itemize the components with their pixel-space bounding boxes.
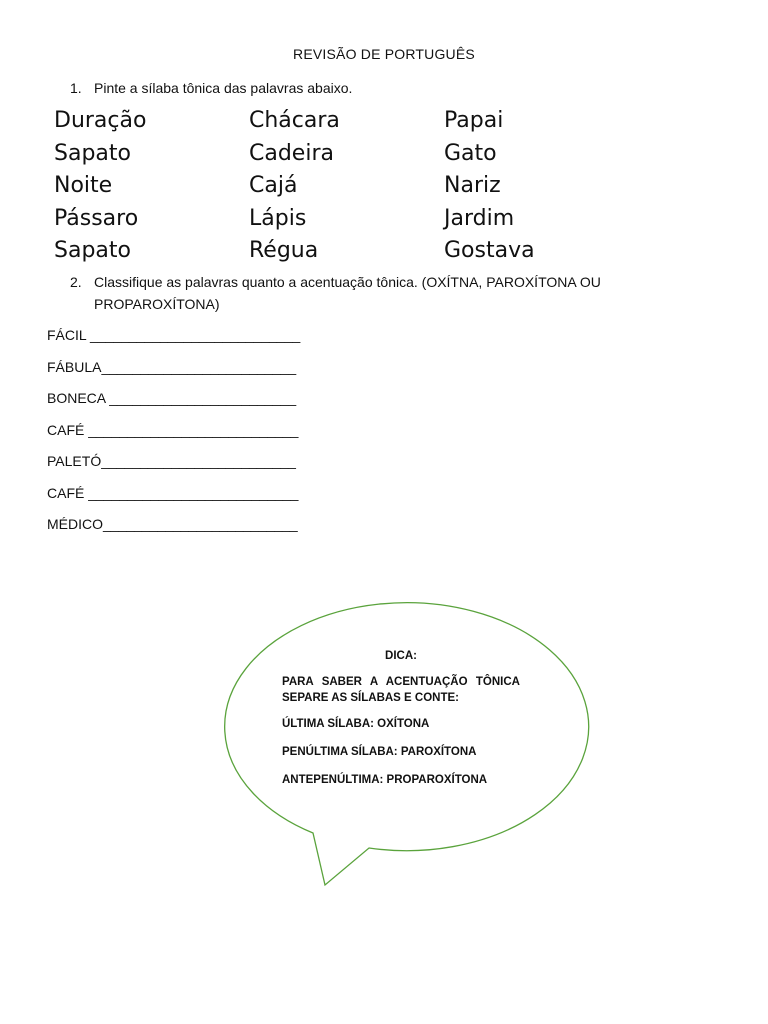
tip-box [282, 648, 520, 800]
fill-in-row: PALETÓ_________________________ [47, 453, 296, 469]
word-item: Jardim [444, 205, 515, 231]
word-item: Gato [444, 140, 497, 166]
fill-in-row: MÉDICO_________________________ [47, 516, 298, 532]
fill-in-row: CAFÉ ___________________________ [47, 484, 299, 501]
tip-intro: PARA SABER A ACENTUAÇÃO TÔNICA SEPARE AS SÍLABAS E CONTE: [282, 676, 520, 704]
tip-heading: DICA: [385, 650, 417, 662]
word-item: Cadeira [249, 140, 334, 166]
word-item: Sapato [54, 140, 131, 166]
fill-in-row: BONECA ________________________ [47, 390, 297, 406]
word-item: Pássaro [54, 205, 139, 231]
question-2-text: Classifique as palavras quanto a acentuação tônica. (OXÍTNA, PAROXÍTONA OU PROPAROXÍTONA) [94, 274, 601, 312]
word-item: Noite [54, 173, 113, 198]
page-title: REVISÃO DE PORTUGUÊS [293, 46, 475, 62]
word-item: Chácara [249, 108, 340, 133]
question-1-text: Pinte a sílaba tônica das palavras abaixo. [94, 80, 353, 96]
word-item: Gostava [444, 238, 535, 263]
fill-in-row: FÁCIL ___________________________ [47, 327, 301, 343]
word-item: Duração [54, 108, 147, 133]
word-item: Lápis [249, 205, 307, 231]
word-item: Cajá [249, 173, 298, 198]
tip-line: ANTEPENÚLTIMA: PROPAROXÍTONA [282, 774, 488, 786]
word-item: Papai [444, 108, 504, 133]
fill-in-row: CAFÉ ___________________________ [47, 421, 299, 438]
question-2-number: 2. [70, 274, 82, 290]
question-1-number: 1. [70, 80, 82, 96]
fill-in-row: FÁBULA_________________________ [47, 358, 297, 375]
tip-line: PENÚLTIMA SÍLABA: PAROXÍTONA [282, 746, 477, 758]
word-item: Sapato [54, 238, 131, 263]
word-item: Régua [249, 238, 319, 263]
word-item: Nariz [444, 173, 501, 198]
tip-line: ÚLTIMA SÍLABA: OXÍTONA [282, 718, 430, 730]
